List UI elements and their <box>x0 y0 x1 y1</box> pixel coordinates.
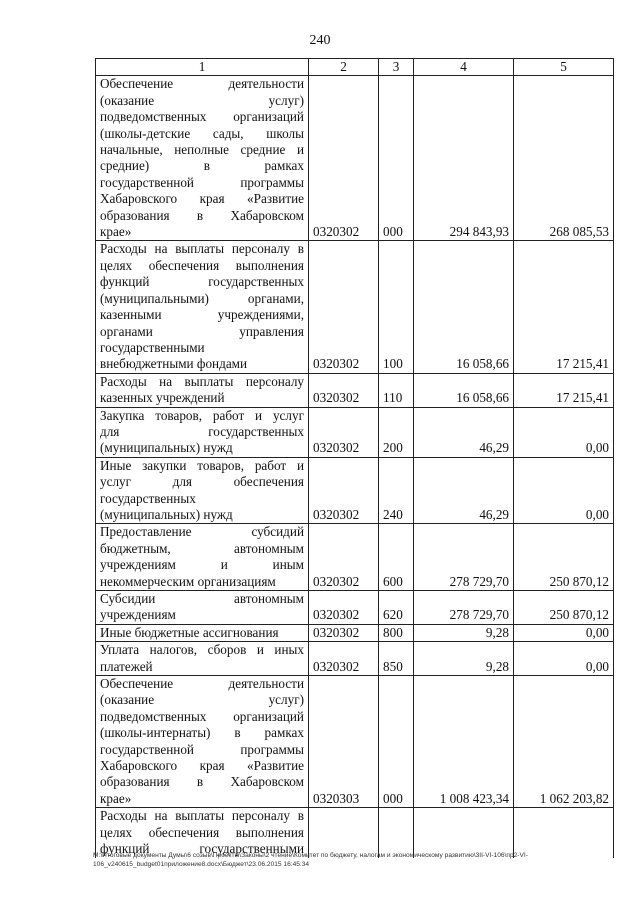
header-cell-5: 5 <box>514 59 614 76</box>
target-code-cell: 0320302 <box>309 591 379 625</box>
target-code-cell: 0320302 <box>309 457 379 524</box>
amount-col4-cell: 16 058,66 <box>414 241 514 373</box>
row-name-line: Иные закупки товаров, работ и <box>100 457 304 473</box>
amount-col5-cell: 0,00 <box>514 457 614 524</box>
amount-col4-cell: 1 008 423,34 <box>414 676 514 808</box>
row-name-cell <box>96 241 309 373</box>
row-name-line: Расходы на выплаты персоналу в <box>100 808 304 824</box>
amount-col5-cell: 250 870,12 <box>514 524 614 591</box>
header-cell-4: 4 <box>414 59 514 76</box>
row-name-cell <box>96 676 309 808</box>
table-row <box>96 76 614 241</box>
row-name-cell <box>96 407 309 457</box>
amount-col5-cell: 268 085,53 <box>514 76 614 241</box>
amount-col5-cell: 0,00 <box>514 642 614 676</box>
amount-col4-cell: 9,28 <box>414 642 514 676</box>
header-cell-1: 1 <box>96 59 309 76</box>
table-header-row <box>96 59 614 76</box>
row-name-line: платежей <box>100 658 153 674</box>
target-code-cell: 0320302 <box>309 524 379 591</box>
table-row <box>96 524 614 591</box>
row-name-cell <box>96 373 309 407</box>
amount-col4-cell: 278 729,70 <box>414 591 514 625</box>
amount-col4-cell: 46,29 <box>414 457 514 524</box>
amount-col5-cell: 0,00 <box>514 624 614 641</box>
row-name-line: государственных <box>100 490 196 506</box>
amount-col4-cell: 278 729,70 <box>414 524 514 591</box>
row-name-line: внебюджетными фондами <box>100 356 248 372</box>
row-name-line: услуг для обеспечения <box>100 474 304 490</box>
expense-type-cell: 600 <box>379 524 414 591</box>
row-name-line: образования в Хабаровском <box>100 207 304 223</box>
amount-col5-cell: 0,00 <box>514 407 614 457</box>
expense-type-cell: 850 <box>379 642 414 676</box>
row-name-line: (школы-детские сады, школы <box>100 125 304 141</box>
header-cell-2: 2 <box>309 59 379 76</box>
row-name-line: Обеспечение деятельности <box>100 76 304 92</box>
row-name-line: (муниципальных) нужд <box>100 440 233 456</box>
row-name-cell <box>96 76 309 241</box>
footer-line: M:\Итоговые документы Думы\6 созыв\Проекты\Законы\2 чтение\Комитет по бюджету, налогам и экономическому развитию\3II-VI-106\пр2-VI- <box>93 852 528 859</box>
row-name-line: (оказание услуг) <box>100 92 304 108</box>
row-name-cell <box>96 591 309 625</box>
row-name-line: бюджетным, автономным <box>100 540 304 556</box>
target-code-cell: 0320302 <box>309 373 379 407</box>
table-row <box>96 373 614 407</box>
expense-type-cell: 240 <box>379 457 414 524</box>
table-row <box>96 407 614 457</box>
amount-col4-cell: 16 058,66 <box>414 373 514 407</box>
table-row <box>96 624 614 641</box>
row-name-line: подведомственных организаций <box>100 708 304 724</box>
row-name-line: целях обеспечения выполнения <box>100 824 304 840</box>
row-name-line: казенными учреждениями, <box>100 307 304 323</box>
row-name-cell <box>96 457 309 524</box>
table-row <box>96 591 614 625</box>
expense-type-cell: 110 <box>379 373 414 407</box>
row-name-line: государственной программы <box>100 741 304 757</box>
amount-col4-cell: 294 843,93 <box>414 76 514 241</box>
row-name-line: Расходы на выплаты персоналу <box>100 373 304 389</box>
expense-type-cell: 100 <box>379 241 414 373</box>
expense-type-cell: 800 <box>379 624 414 641</box>
amount-col5-cell: 17 215,41 <box>514 373 614 407</box>
table-body <box>96 76 614 858</box>
row-name-line: начальные, неполные средние и <box>100 142 304 158</box>
row-name-line: подведомственных организаций <box>100 109 304 125</box>
amount-col5-cell: 17 215,41 <box>514 241 614 373</box>
budget-table <box>95 58 614 858</box>
row-name-line: Расходы на выплаты персоналу в <box>100 241 304 257</box>
row-name-line: средние) в рамках <box>100 158 304 174</box>
row-name-line: Иные бюджетные ассигнования <box>100 624 279 640</box>
expense-type-cell: 000 <box>379 76 414 241</box>
amount-col4-cell: 46,29 <box>414 407 514 457</box>
row-name-line: (оказание услуг) <box>100 692 304 708</box>
row-name-line: (муниципальных) нужд <box>100 506 233 522</box>
target-code-cell: 0320302 <box>309 76 379 241</box>
row-name-cell <box>96 524 309 591</box>
row-name-line: целях обеспечения выполнения <box>100 257 304 273</box>
row-name-line: Хабаровского края «Развитие <box>100 191 304 207</box>
row-name-line: функций государственных <box>100 274 304 290</box>
target-code-cell: 0320302 <box>309 624 379 641</box>
table-row <box>96 241 614 373</box>
expense-type-cell: 620 <box>379 591 414 625</box>
target-code-cell: 0320302 <box>309 407 379 457</box>
row-name-line: Уплата налогов, сборов и иных <box>100 642 304 658</box>
table-row <box>96 457 614 524</box>
amount-col5-cell: 1 062 203,82 <box>514 676 614 808</box>
expense-type-cell: 200 <box>379 407 414 457</box>
target-code-cell: 0320302 <box>309 642 379 676</box>
row-name-line: государственными <box>100 339 205 355</box>
row-name-line: казенных учреждений <box>100 390 225 406</box>
row-name-line: органами управления <box>100 323 304 339</box>
row-name-cell <box>96 624 309 641</box>
target-code-cell: 0320303 <box>309 676 379 808</box>
row-name-line: Предоставление субсидий <box>100 524 304 540</box>
row-name-line: Обеспечение деятельности <box>100 676 304 692</box>
target-code-cell: 0320302 <box>309 241 379 373</box>
amount-col5-cell: 250 870,12 <box>514 591 614 625</box>
row-name-line: образования в Хабаровском <box>100 774 304 790</box>
row-name-line: (муниципальными) органами, <box>100 290 304 306</box>
header-cell-3: 3 <box>379 59 414 76</box>
file-path-footer <box>93 851 613 869</box>
expense-type-cell: 000 <box>379 676 414 808</box>
table-row <box>96 642 614 676</box>
amount-col4-cell: 9,28 <box>414 624 514 641</box>
row-name-cell <box>96 642 309 676</box>
row-name-line: учреждениям и иным <box>100 557 304 573</box>
row-name-line: государственной программы <box>100 174 304 190</box>
row-name-line: для государственных <box>100 423 304 439</box>
row-name-line: некоммерческим организациям <box>100 573 276 589</box>
row-name-line: крае» <box>100 224 132 240</box>
row-name-line: учреждениям <box>100 607 176 623</box>
row-name-line: крае» <box>100 790 132 806</box>
table-row <box>96 676 614 808</box>
footer-line: 106_v240615_budget01приложение8.docx\Бюджет\23.06.2015 16:45:34 <box>93 861 310 868</box>
page-number: 240 <box>309 33 331 48</box>
row-name-line: Закупка товаров, работ и услуг <box>100 407 304 423</box>
row-name-line: Субсидии автономным <box>100 591 304 606</box>
row-name-line: функций государственными <box>100 841 304 857</box>
row-name-line: (школы-интернаты) в рамках <box>100 725 304 741</box>
row-name-line: Хабаровского края «Развитие <box>100 758 304 774</box>
